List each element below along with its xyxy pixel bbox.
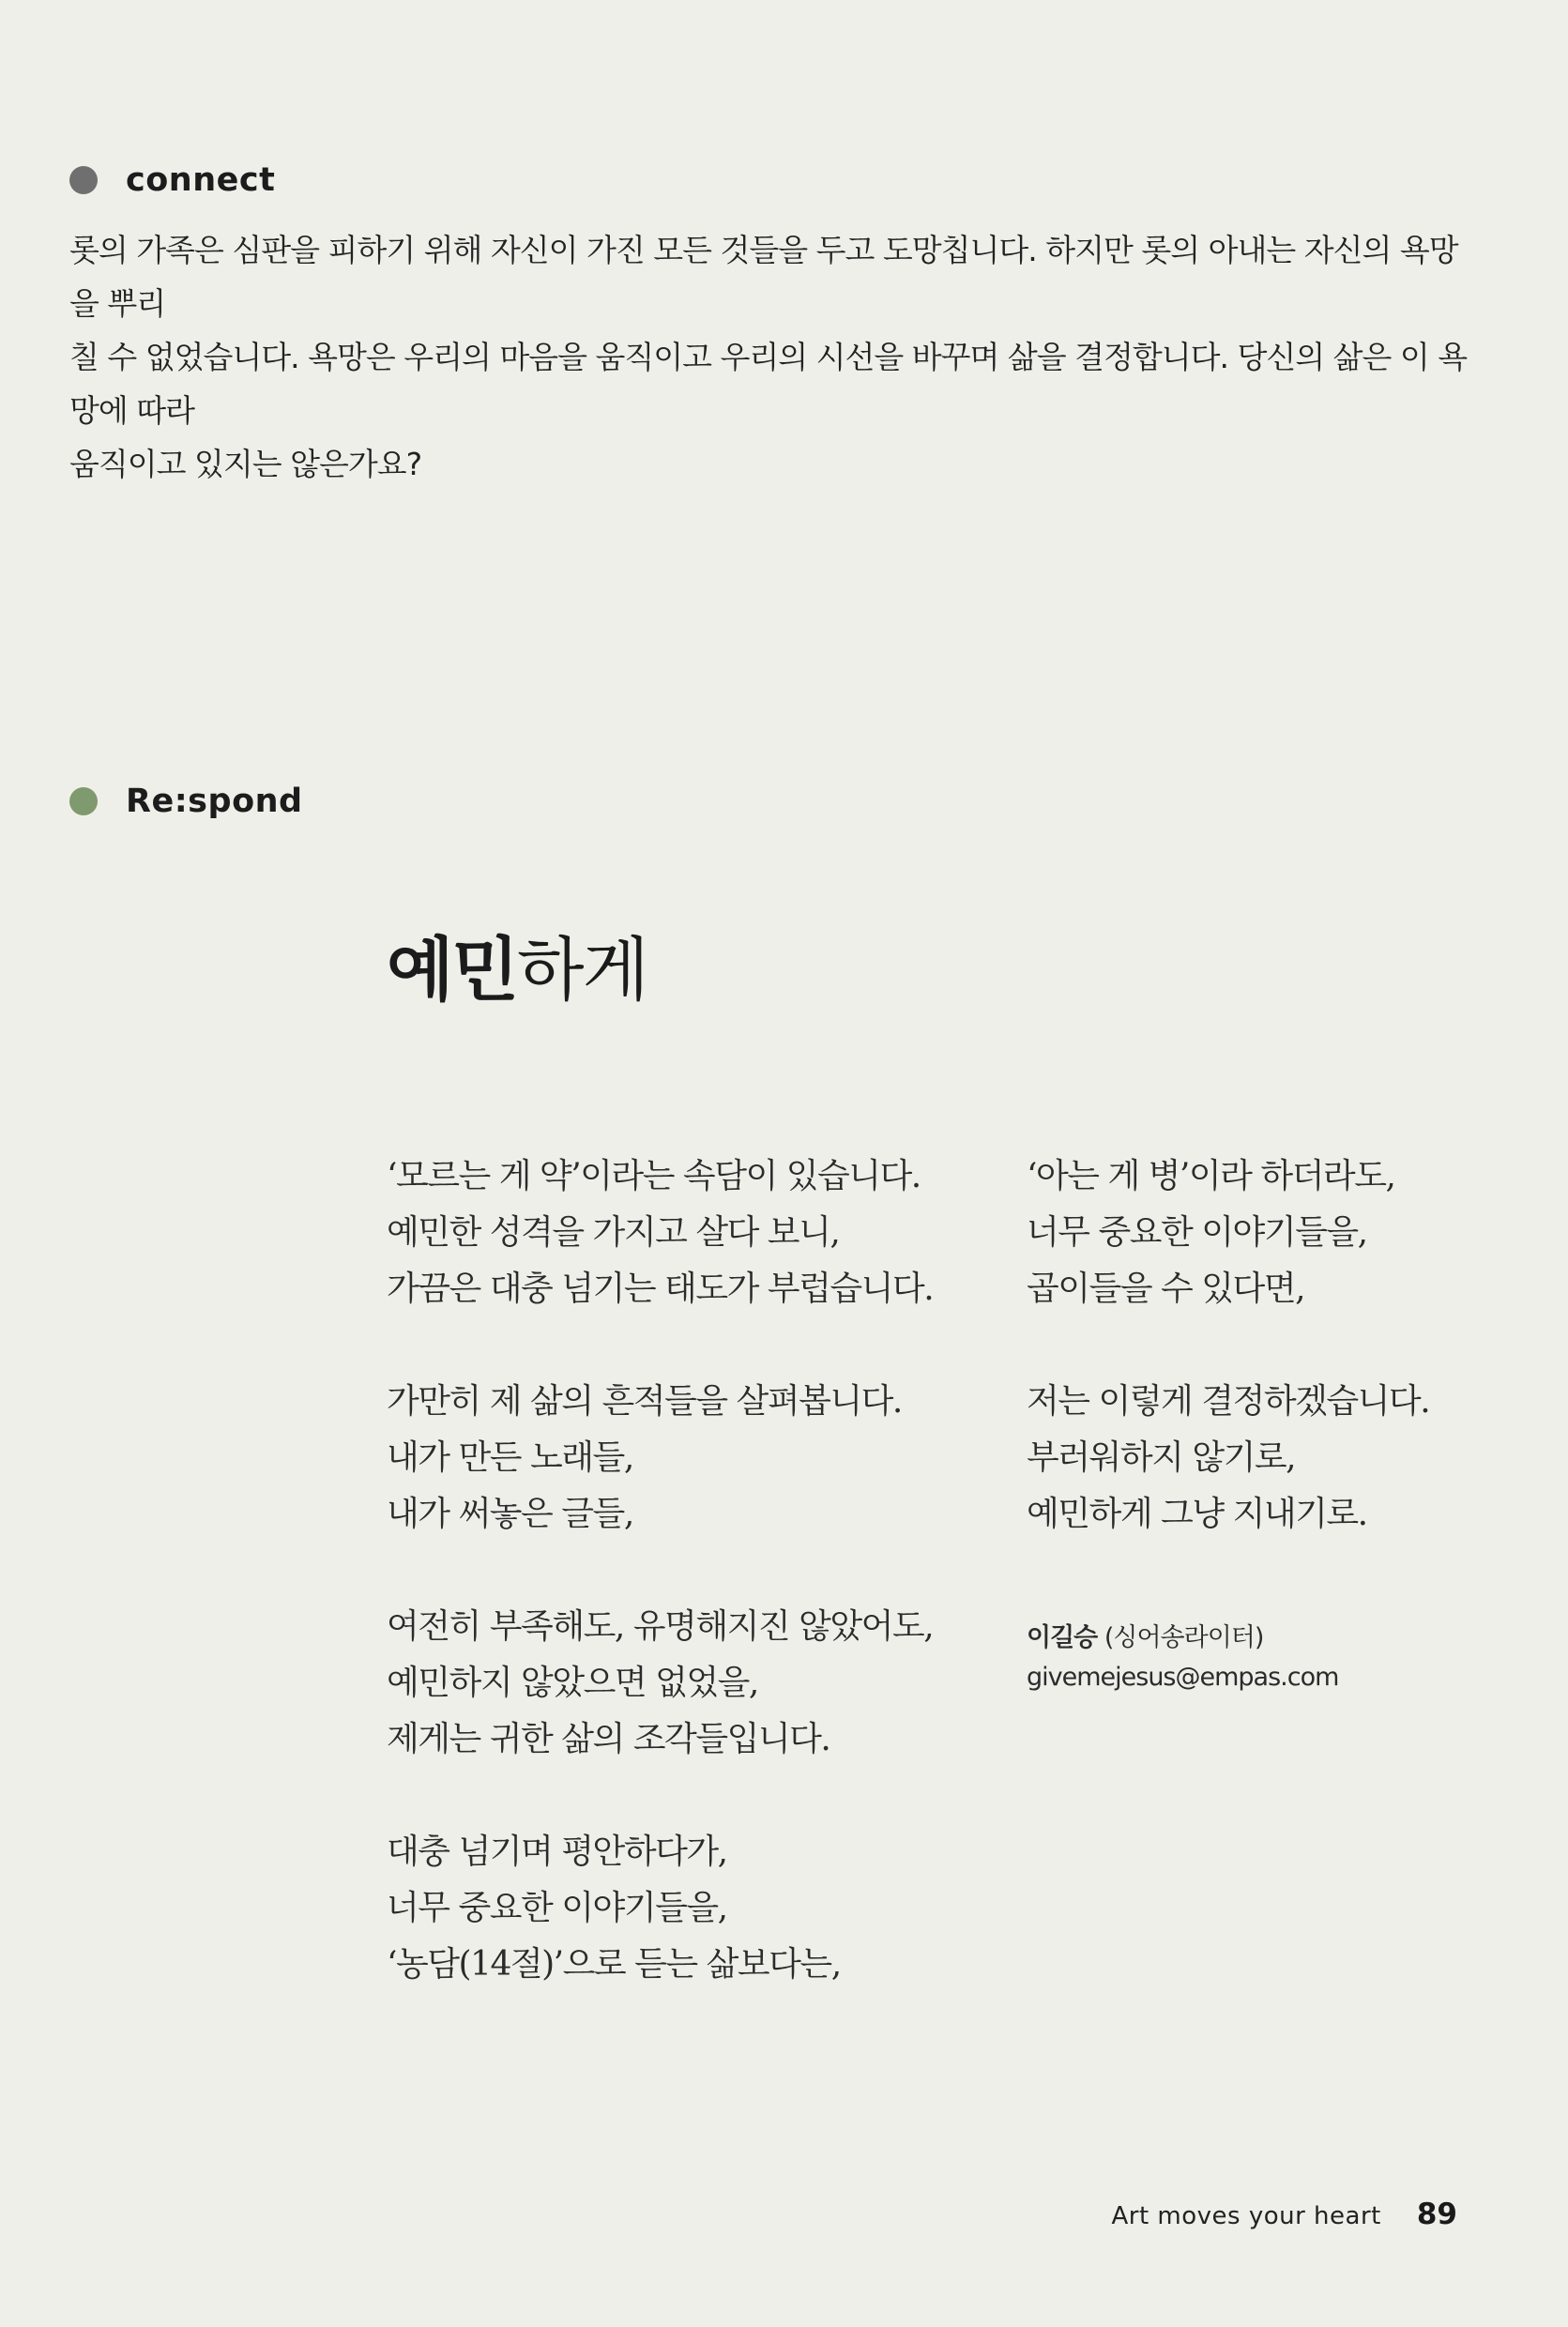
poem-stanza [387,1148,987,1317]
respond-bullet-dot [69,787,98,815]
poem-line: ‘모르는 게 약’이라는 속담이 있습니다. [387,1157,921,1195]
poem-line: 예민하게 그냥 지내기로. [1027,1495,1367,1533]
poem-line: ‘농담(14절)’으로 듣는 삶보다는, [387,1945,841,1984]
footer-tagline: Art moves your heart [1111,2202,1381,2230]
poem-line: 예민하지 않았으면 없었을, [387,1664,758,1702]
poem-line: 저는 이렇게 결정하겠습니다. [1027,1382,1430,1421]
page-footer [1111,2198,1457,2231]
connect-section-header [69,161,275,199]
author-role: (싱어송라이터) [1104,1623,1264,1652]
poem-line: 너무 중요한 이야기들을, [387,1889,727,1927]
poem-stanza [387,1374,987,1543]
respond-section-header [69,783,303,820]
poem-line: 부러워하지 않기로, [1027,1438,1296,1477]
respond-label: Re:spond [126,783,303,820]
poem-stanza [387,1599,987,1768]
poem-line: 대충 넘기며 평안하다가, [387,1833,727,1871]
poem-line: 가만히 제 삶의 흔적들을 살펴봅니다. [387,1382,902,1421]
poem-line: 예민한 성격을 가지고 살다 보니, [387,1213,840,1252]
poem-line: 가끔은 대충 넘기는 태도가 부럽습니다. [387,1270,934,1308]
poem-stanza [1027,1148,1533,1317]
poem-left-column [387,1148,987,2049]
poem-line: ‘아는 게 병’이라 하더라도, [1027,1157,1395,1195]
connect-paragraph [69,223,1477,491]
poem-title [387,915,647,1014]
poem-line: 제게는 귀한 삶의 조각들입니다. [387,1720,830,1758]
connect-paragraph-line: 롯의 가족은 심판을 피하기 위해 자신이 가진 모든 것들을 두고 도망칩니다. 하지만 롯의 아내는 자신의 욕망을 뿌리 [69,232,1458,322]
poem-line: 내가 써놓은 글들, [387,1495,633,1533]
author-credit [1027,1619,1338,1697]
page-number: 89 [1416,2198,1457,2231]
poem-stanza [1027,1374,1533,1543]
poem-title-rest: 하게 [516,930,647,1011]
author-name: 이길승 [1027,1623,1098,1652]
author-email: givemejesus@empas.com [1027,1663,1339,1692]
connect-paragraph-line: 움직이고 있지는 않은가요? [69,446,422,482]
poem-title-strong: 예민 [387,930,517,1011]
connect-paragraph-line: 칠 수 없었습니다. 욕망은 우리의 마음을 움직이고 우리의 시선을 바꾸며 삶을 결정합니다. 당신의 삶은 이 욕망에 따라 [69,339,1468,429]
connect-label: connect [126,161,276,199]
connect-bullet-dot [69,166,98,194]
poem-line: 너무 중요한 이야기들을, [1027,1213,1367,1252]
poem-right-column [1027,1148,1533,1599]
poem-line: 여전히 부족해도, 유명해지진 않았어도, [387,1607,934,1646]
poem-stanza [387,1824,987,1993]
author-line [1027,1619,1338,1658]
poem-line: 내가 만든 노래들, [387,1438,633,1477]
poem-line: 곱이들을 수 있다면, [1027,1270,1305,1308]
